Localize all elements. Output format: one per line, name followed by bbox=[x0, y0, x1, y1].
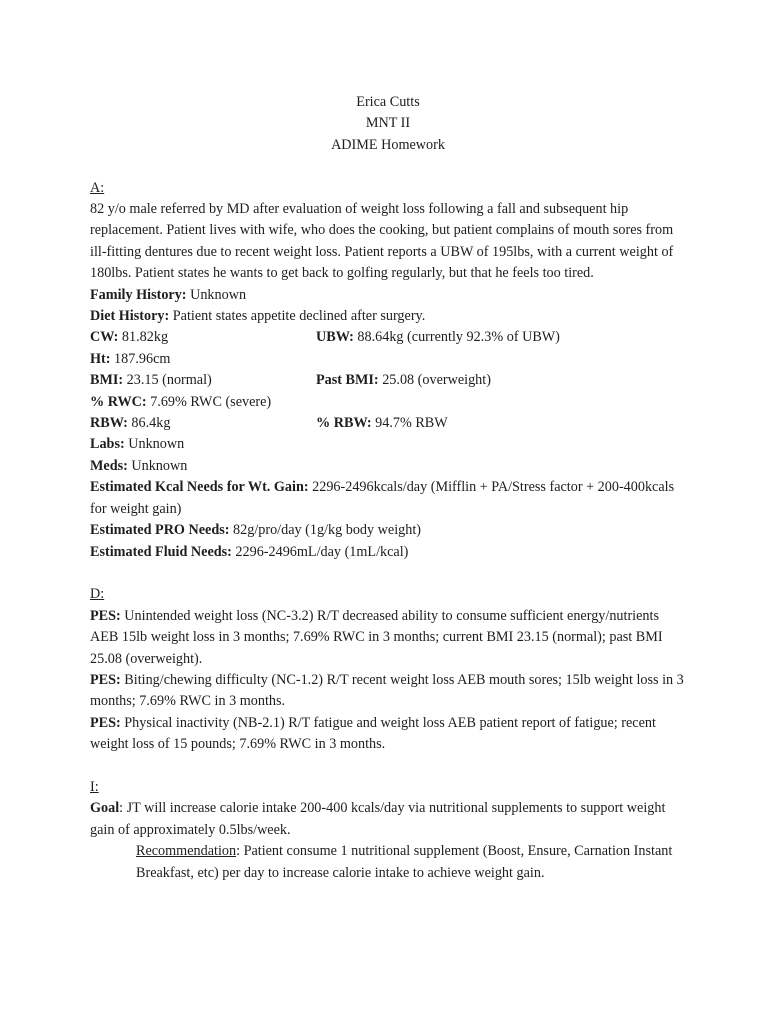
diagnosis-heading: D: bbox=[90, 586, 105, 603]
family-history bbox=[90, 285, 686, 306]
pes-statement-2 bbox=[90, 670, 686, 713]
pes-text: Physical inactivity (NB-2.1) R/T fatigue and weight loss AEB patient report of fatigue; recent weight loss of 15 pounds; 7.69% RWC in 3 months. bbox=[90, 714, 656, 753]
pes-label: PES: bbox=[90, 671, 121, 688]
rbw-value: 86.4kg bbox=[127, 415, 171, 432]
pct-rbw-label: % RBW: bbox=[316, 415, 372, 432]
family-history-label: Family History: bbox=[90, 286, 187, 303]
ubw-label: UBW: bbox=[316, 329, 354, 346]
intervention-heading: I: bbox=[90, 778, 99, 795]
author-name: Erica Cutts bbox=[356, 94, 420, 110]
meds-field bbox=[90, 456, 686, 477]
bmi-field bbox=[90, 370, 316, 391]
height-field bbox=[90, 349, 686, 370]
kcal-needs-value: 2296-2496kcals/day (Mifflin + PA/Stress factor + 200-400kcals for weight gain) bbox=[90, 479, 675, 517]
pes-statement-3 bbox=[90, 713, 686, 756]
pes-label: PES: bbox=[90, 607, 121, 624]
rbw-label: RBW: bbox=[90, 415, 128, 432]
pro-needs-field bbox=[90, 520, 686, 541]
pro-needs-value: 82g/pro/day (1g/kg body weight) bbox=[229, 522, 422, 539]
meds-label: Meds: bbox=[90, 457, 128, 474]
cw-label: CW: bbox=[90, 329, 119, 346]
kcal-needs-field bbox=[90, 477, 686, 520]
goal-text: : JT will increase calorie intake 200-400 kcals/day via nutritional supplements to support weight gain of approximately 0.5lbs/week. bbox=[90, 800, 666, 838]
pro-needs-label: Estimated PRO Needs: bbox=[90, 522, 230, 539]
goal-label: Goal bbox=[90, 800, 120, 817]
pes-text: Biting/chewing difficulty (NC-1.2) R/T recent weight loss AEB mouth sores; 15lb weight loss in 3 months; 7.69% RWC in 3 months. bbox=[90, 671, 684, 710]
past-bmi-label: Past BMI: bbox=[316, 372, 379, 389]
diet-history-label: Diet History: bbox=[90, 308, 170, 325]
past-bmi-field bbox=[316, 370, 686, 391]
weight-row bbox=[90, 327, 686, 348]
recommendation-text: : Patient consume 1 nutritional supplement (Boost, Ensure, Carnation Instant Breakfast, etc) per day to increase calorie intake to achieve weight gain. bbox=[136, 843, 673, 881]
cw-field bbox=[90, 327, 316, 348]
diet-history-value: Patient states appetite declined after surgery. bbox=[169, 308, 426, 325]
fluid-needs-field bbox=[90, 542, 686, 563]
pct-rbw-field bbox=[316, 413, 686, 434]
rbw-field bbox=[90, 413, 316, 434]
meds-value: Unknown bbox=[127, 457, 188, 474]
recommendation-statement bbox=[90, 841, 686, 884]
goal-statement bbox=[90, 798, 686, 841]
document-page bbox=[90, 92, 686, 884]
recommendation-label: Recommendation bbox=[136, 843, 237, 860]
rwc-value: 7.69% RWC (severe) bbox=[146, 393, 272, 410]
ubw-field bbox=[316, 327, 686, 348]
assignment-title: ADIME Homework bbox=[331, 136, 445, 153]
labs-label: Labs: bbox=[90, 436, 125, 453]
ubw-value: 88.64kg (currently 92.3% of UBW) bbox=[353, 329, 560, 346]
rbw-row bbox=[90, 413, 686, 434]
pes-text: Unintended weight loss (NC-3.2) R/T decreased ability to consume sufficient energy/nutrients AEB 15lb weight loss in 3 months; 7.69% RWC in 3 months; current BMI 23.15 (normal); past BMI 25.08 (overweight). bbox=[90, 607, 663, 667]
assessment-heading: A: bbox=[90, 179, 105, 196]
bmi-row bbox=[90, 370, 686, 391]
kcal-needs-label: Estimated Kcal Needs for Wt. Gain: bbox=[90, 479, 309, 496]
pes-label: PES: bbox=[90, 714, 121, 731]
labs-value: Unknown bbox=[124, 436, 185, 453]
rwc-label: % RWC: bbox=[90, 393, 147, 410]
pct-rbw-value: 94.7% RBW bbox=[371, 415, 448, 432]
assessment-summary: 82 y/o male referred by MD after evaluation of weight loss following a fall and subsequent hip replacement. Patient lives with wife, who does the cooking, but patient complains of mouth sores from ill-fitting dentures due to recent weight loss. Patient reports a UBW of 195lbs, with a current weight of 180lbs. Patient states he wants to get back to golfing regularly, but that he feels too tired. bbox=[90, 201, 674, 282]
bmi-value: 23.15 (normal) bbox=[123, 372, 212, 389]
cw-value: 81.82kg bbox=[118, 329, 169, 346]
ht-label: Ht: bbox=[90, 350, 111, 367]
course-name: MNT II bbox=[365, 115, 411, 132]
diet-history bbox=[90, 306, 686, 327]
ht-value: 187.96cm bbox=[110, 350, 171, 367]
pes-statement-1 bbox=[90, 606, 686, 670]
fluid-needs-value: 2296-2496mL/day (1mL/kcal) bbox=[231, 543, 409, 560]
rwc-field bbox=[90, 392, 686, 413]
past-bmi-value: 25.08 (overweight) bbox=[378, 372, 491, 389]
fluid-needs-label: Estimated Fluid Needs: bbox=[90, 543, 232, 560]
family-history-value: Unknown bbox=[186, 286, 247, 303]
labs-field bbox=[90, 434, 686, 455]
bmi-label: BMI: bbox=[90, 372, 124, 389]
